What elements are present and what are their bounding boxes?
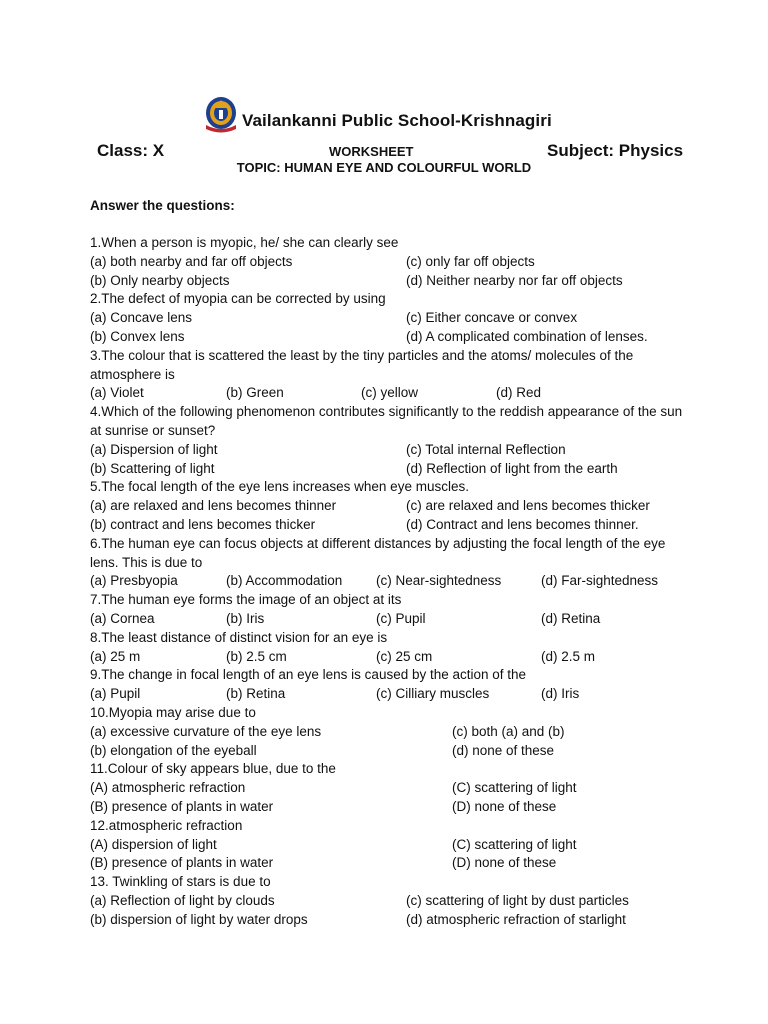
option-row: [90, 460, 690, 479]
option-b: (B) presence of plants in water: [90, 855, 274, 871]
option-d: (d) Contract and lens becomes thinner.: [406, 516, 639, 532]
option-c: (C) scattering of light: [452, 780, 577, 796]
option-d: (D) none of these: [452, 798, 557, 814]
option-b: (b) dispersion of light by water drops: [90, 911, 308, 927]
worksheet-label: WORKSHEET: [329, 144, 414, 159]
option-c: (c) only far off objects: [406, 253, 535, 269]
question-10: [90, 704, 690, 760]
option-c: (c) Total internal Reflection: [406, 441, 566, 457]
option-row: [90, 742, 690, 761]
option-b: (b) Green: [226, 385, 284, 401]
option-b: (b) Scattering of light: [90, 460, 215, 476]
option-c: (c) both (a) and (b): [452, 723, 565, 739]
option-c: (c) Pupil: [376, 610, 426, 626]
question-text: 3.The colour that is scattered the least by the tiny particles and the atoms/ molecules of the atmosphere is: [90, 347, 634, 382]
question-text: 9.The change in focal length of an eye lens is caused by the action of the: [90, 667, 527, 683]
option-row: [90, 610, 690, 629]
option-c: (c) are relaxed and lens becomes thicker: [406, 498, 650, 514]
question-3: [90, 347, 690, 403]
option-b: (b) Iris: [226, 610, 265, 626]
option-a: (a) 25 m: [90, 648, 141, 664]
option-b: (b) elongation of the eyeball: [90, 742, 257, 758]
option-row: [90, 272, 690, 291]
option-c: (c) Cilliary muscles: [376, 686, 490, 702]
question-text: 1.When a person is myopic, he/ she can clearly see: [90, 235, 399, 250]
option-a: (a) are relaxed and lens becomes thinner: [90, 498, 337, 514]
option-row: [90, 836, 690, 855]
option-a: (a) Presbyopia: [90, 573, 178, 589]
option-d: (d) Red: [496, 385, 542, 401]
option-row: [90, 892, 690, 911]
question-text: 12.atmospheric refraction: [90, 817, 243, 833]
option-c: (c) 25 cm: [376, 648, 433, 664]
option-row: [90, 798, 690, 817]
option-a: (a) Reflection of light by clouds: [90, 892, 275, 908]
option-d: (d) none of these: [452, 742, 555, 758]
question-11: [90, 760, 690, 816]
option-d: (d) Far-sightedness: [541, 573, 659, 589]
question-5: [90, 478, 690, 534]
option-b: (b) Only nearby objects: [90, 272, 230, 288]
option-d: (D) none of these: [452, 855, 557, 871]
question-6: [90, 535, 690, 591]
option-c: (c) Near-sightedness: [376, 573, 502, 589]
document-header: [0, 94, 768, 138]
option-a: (a) both nearby and far off objects: [90, 253, 293, 269]
option-d: (d) Neither nearby nor far off objects: [406, 272, 623, 288]
option-b: (b) 2.5 cm: [226, 648, 287, 664]
school-logo: [202, 94, 240, 136]
option-row: [90, 572, 690, 591]
subject-label: Subject: Physics: [547, 141, 684, 160]
question-7: [90, 591, 690, 629]
option-row: [90, 779, 690, 798]
question-4: [90, 403, 690, 478]
option-row: [90, 723, 690, 742]
option-row: [90, 911, 690, 930]
question-text: 10.Myopia may arise due to: [90, 704, 256, 720]
question-13: [90, 873, 690, 929]
option-row: [90, 497, 690, 516]
question-text: 13. Twinkling of stars is due to: [90, 874, 271, 890]
option-b: (b) Convex lens: [90, 328, 185, 344]
option-c: (c) scattering of light by dust particles: [406, 892, 629, 908]
option-d: (d) A complicated combination of lenses.: [406, 328, 648, 344]
option-a: (a) Dispersion of light: [90, 441, 218, 457]
option-a: (a) Concave lens: [90, 310, 193, 326]
school-name: Vailankanni Public School-Krishnagiri: [242, 111, 552, 130]
option-b: (B) presence of plants in water: [90, 798, 274, 814]
option-c: (C) scattering of light: [452, 836, 577, 852]
option-a: (a) Violet: [90, 385, 144, 401]
option-row: [90, 253, 690, 272]
question-text: 2.The defect of myopia can be corrected by using: [90, 291, 386, 307]
class-label: Class: X: [97, 141, 165, 160]
option-b: (b) Accommodation: [226, 573, 343, 589]
option-row: [90, 309, 690, 328]
option-a: (a) Pupil: [90, 686, 141, 702]
question-text: 8.The least distance of distinct vision for an eye is: [90, 629, 388, 645]
question-2: [90, 290, 690, 346]
option-a: (a) excessive curvature of the eye lens: [90, 723, 322, 739]
option-b: (b) Retina: [226, 686, 286, 702]
option-row: [90, 685, 690, 704]
option-a: (a) Cornea: [90, 610, 155, 626]
question-1: [90, 234, 690, 290]
option-c: (c) yellow: [361, 385, 419, 401]
option-row: [90, 441, 690, 460]
topic-heading: TOPIC: HUMAN EYE AND COLOURFUL WORLD: [236, 160, 532, 175]
option-row: [90, 648, 690, 667]
option-d: (d) 2.5 m: [541, 648, 596, 664]
option-row: [90, 384, 690, 403]
option-row: [90, 328, 690, 347]
option-d: (d) Retina: [541, 610, 601, 626]
question-text: 5.The focal length of the eye lens increases when eye muscles.: [90, 479, 469, 495]
option-row: [90, 854, 690, 873]
option-d: (d) Iris: [541, 686, 580, 702]
option-c: (c) Either concave or convex: [406, 310, 578, 326]
question-8: [90, 629, 690, 667]
option-d: (d) atmospheric refraction of starlight: [406, 911, 626, 927]
option-d: (d) Reflection of light from the earth: [406, 460, 618, 476]
option-a: (A) dispersion of light: [90, 836, 217, 852]
question-text: 6.The human eye can focus objects at different distances by adjusting the focal length of the eye lens. This is due to: [90, 535, 666, 570]
instruction-text: Answer the questions:: [90, 198, 235, 213]
question-12: [90, 817, 690, 873]
option-a: (A) atmospheric refraction: [90, 780, 246, 796]
question-text: 7.The human eye forms the image of an object at its: [90, 592, 402, 608]
question-text: 4.Which of the following phenomenon contributes significantly to the reddish appearance of the sun at sunrise or sunset?: [90, 404, 683, 438]
question-text: 11.Colour of sky appears blue, due to the: [90, 761, 336, 777]
option-b: (b) contract and lens becomes thicker: [90, 516, 316, 532]
question-list: [90, 234, 690, 929]
option-row: [90, 516, 690, 535]
question-9: [90, 666, 690, 704]
